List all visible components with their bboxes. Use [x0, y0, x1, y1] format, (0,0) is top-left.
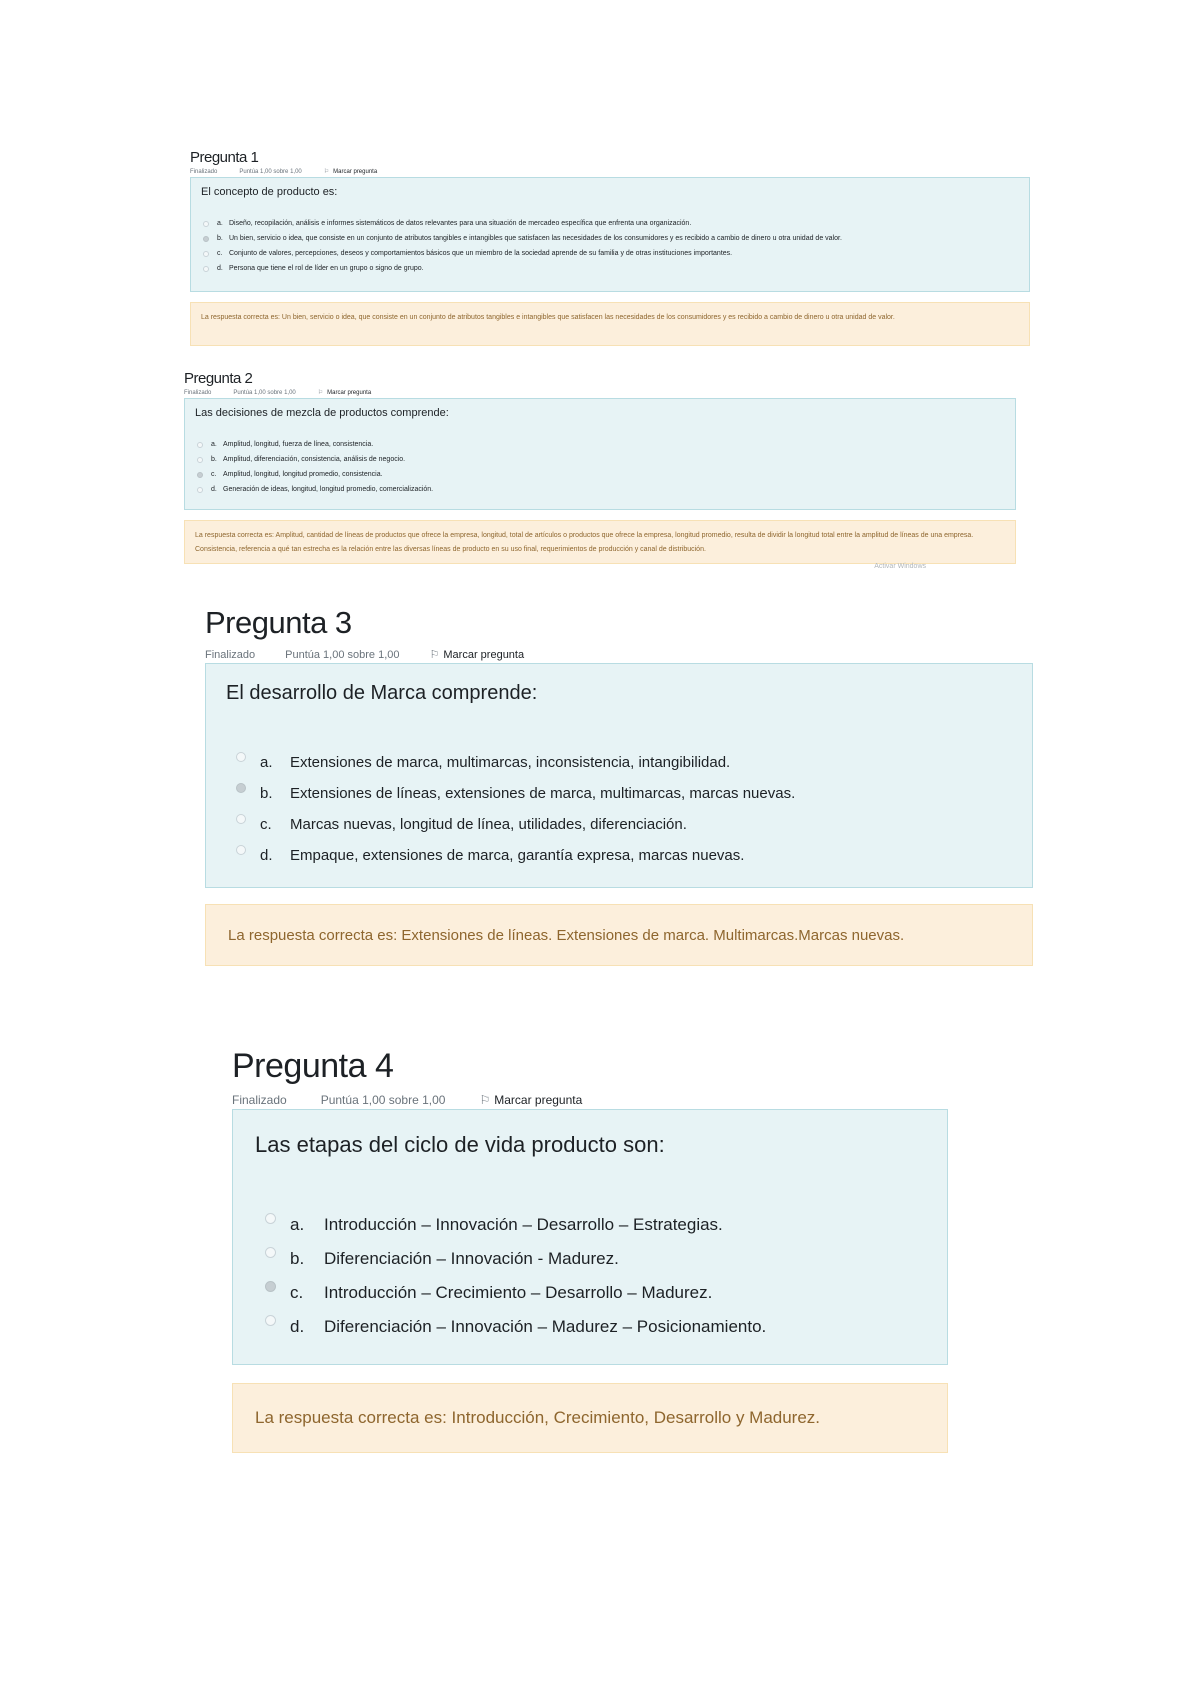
option-letter: a.: [217, 220, 223, 227]
feedback-box: La respuesta correcta es: Amplitud, cantidad de líneas de productos que ofrece la empresa, longitud, total de artículos o productos que ofrece la empresa, longitud promedio, resulta de dividir la longitud total entre la amplitud de líneas de una empresa. Consistencia, referencia a qué tan estrecha es la relación entre las diversas líneas de producto en su uso final, requerimientos de producción y canal de distribución.: [184, 520, 1016, 564]
radio-button[interactable]: [197, 442, 203, 448]
option-letter: d.: [217, 265, 223, 272]
flag-label: Marcar pregunta: [327, 389, 372, 396]
answer-option-d[interactable]: [201, 261, 1019, 276]
answer-option-d[interactable]: [255, 1310, 925, 1344]
answer-option-a[interactable]: [195, 437, 1005, 452]
flag-label: Marcar pregunta: [333, 168, 378, 175]
windows-watermark: Activar Windows: [874, 563, 926, 570]
option-text: Diseño, recopilación, análisis e informes sistemáticos de datos relevantes para una situación de mercadeo específica que enfrenta una organización.: [229, 220, 692, 227]
question-meta: [232, 1093, 948, 1107]
answer-option-c[interactable]: [226, 809, 1010, 840]
flag-question-link[interactable]: [479, 1093, 582, 1107]
option-letter: d.: [260, 847, 273, 864]
answer-option-a[interactable]: [226, 747, 1010, 778]
flag-question-link[interactable]: [324, 168, 377, 175]
answer-option-b[interactable]: [195, 452, 1005, 467]
radio-button-selected[interactable]: [265, 1281, 276, 1292]
answer-option-a[interactable]: [255, 1208, 925, 1242]
question-box: [232, 1109, 948, 1365]
radio-button[interactable]: [197, 457, 203, 463]
question-1: [190, 150, 1030, 346]
option-text: Amplitud, longitud, fuerza de línea, consistencia.: [223, 441, 374, 448]
option-text: Extensiones de marca, multimarcas, inconsistencia, intangibilidad.: [290, 754, 731, 771]
radio-button[interactable]: [236, 814, 246, 824]
question-score: Puntúa 1,00 sobre 1,00: [285, 648, 400, 661]
flag-label: Marcar pregunta: [443, 648, 525, 661]
radio-button-selected[interactable]: [203, 236, 209, 242]
radio-button[interactable]: [265, 1213, 276, 1224]
question-score: Puntúa 1,00 sobre 1,00: [320, 1093, 446, 1107]
option-letter: d.: [211, 486, 217, 493]
question-box: [190, 177, 1030, 292]
question-title: Pregunta 4: [232, 1047, 394, 1085]
option-text: Empaque, extensiones de marca, garantía expresa, marcas nuevas.: [290, 847, 745, 864]
answer-options: [201, 216, 1019, 276]
option-letter: c.: [217, 250, 223, 257]
question-meta: [184, 389, 1016, 396]
option-letter: c.: [211, 471, 217, 478]
option-text: Un bien, servicio o idea, que consiste en un conjunto de atributos tangibles e intangibles que satisfacen las necesidades de los consumidores y es recibido a cambio de dinero u otra unidad de valor.: [229, 235, 842, 242]
flag-icon: ⚐: [479, 1093, 491, 1107]
flag-icon: ⚐: [323, 169, 330, 175]
question-text: Las etapas del ciclo de vida producto son:: [255, 1132, 665, 1157]
option-text: Persona que tiene el rol de líder en un grupo o signo de grupo.: [229, 265, 424, 272]
radio-button[interactable]: [236, 752, 246, 762]
question-meta: [205, 648, 1033, 661]
option-letter: c.: [260, 816, 272, 833]
radio-button[interactable]: [197, 487, 203, 493]
option-letter: a.: [260, 754, 273, 771]
option-letter: d.: [290, 1317, 305, 1336]
flag-question-link[interactable]: [430, 648, 525, 661]
answer-option-d[interactable]: [226, 840, 1010, 871]
radio-button-selected[interactable]: [236, 783, 246, 793]
option-text: Introducción – Crecimiento – Desarrollo – Madurez.: [324, 1283, 713, 1302]
question-score: Puntúa 1,00 sobre 1,00: [239, 168, 302, 175]
option-text: Amplitud, diferenciación, consistencia, análisis de negocio.: [223, 456, 406, 463]
radio-button[interactable]: [203, 221, 209, 227]
feedback-box: La respuesta correcta es: Un bien, servicio o idea, que consiste en un conjunto de atributos tangibles e intangibles que satisfacen las necesidades de los consumidores y es recibido a cambio de dinero u otra unidad de valor.: [190, 302, 1030, 346]
option-text: Introducción – Innovación – Desarrollo – Estrategias.: [324, 1215, 723, 1234]
answer-option-c[interactable]: [195, 467, 1005, 482]
question-status: Finalizado: [232, 1093, 287, 1107]
option-text: Diferenciación – Innovación - Madurez.: [324, 1249, 619, 1268]
question-3: [205, 607, 1033, 966]
answer-options: [255, 1208, 925, 1344]
option-letter: b.: [211, 456, 217, 463]
flag-icon: ⚐: [429, 649, 440, 661]
radio-button-selected[interactable]: [197, 472, 203, 478]
question-box: [205, 663, 1033, 888]
answer-option-a[interactable]: [201, 216, 1019, 231]
option-text: Extensiones de líneas, extensiones de marca, multimarcas, marcas nuevas.: [290, 785, 796, 802]
feedback-box: La respuesta correcta es: Introducción, Crecimiento, Desarrollo y Madurez.: [232, 1383, 948, 1453]
question-score: Puntúa 1,00 sobre 1,00: [233, 389, 296, 396]
radio-button[interactable]: [265, 1315, 276, 1326]
radio-button[interactable]: [236, 845, 246, 855]
option-text: Generación de ideas, longitud, longitud promedio, comercialización.: [223, 486, 434, 493]
question-meta: [190, 168, 1030, 175]
question-title: Pregunta 3: [205, 605, 352, 640]
question-title: Pregunta 1: [190, 149, 259, 166]
option-letter: b.: [260, 785, 273, 802]
radio-button[interactable]: [265, 1247, 276, 1258]
question-title: Pregunta 2: [184, 370, 253, 387]
question-text: El desarrollo de Marca comprende:: [226, 682, 538, 704]
feedback-box: La respuesta correcta es: Extensiones de líneas. Extensiones de marca. Multimarcas.Marcas nuevas.: [205, 904, 1033, 966]
answer-option-b[interactable]: [226, 778, 1010, 809]
question-4: [232, 1049, 948, 1453]
answer-option-c[interactable]: [255, 1276, 925, 1310]
flag-question-link[interactable]: [318, 389, 371, 396]
answer-option-b[interactable]: [255, 1242, 925, 1276]
radio-button[interactable]: [203, 266, 209, 272]
question-2: [184, 370, 1016, 570]
option-letter: a.: [211, 441, 217, 448]
answer-option-b[interactable]: [201, 231, 1019, 246]
option-letter: c.: [290, 1283, 304, 1302]
option-text: Diferenciación – Innovación – Madurez – Posicionamiento.: [324, 1317, 767, 1336]
option-letter: a.: [290, 1215, 305, 1234]
flag-label: Marcar pregunta: [494, 1093, 583, 1107]
option-letter: b.: [290, 1249, 305, 1268]
question-status: Finalizado: [205, 648, 256, 661]
option-letter: b.: [217, 235, 223, 242]
answer-option-d[interactable]: [195, 482, 1005, 497]
question-text: El concepto de producto es:: [201, 186, 338, 198]
option-text: Amplitud, longitud, longitud promedio, consistencia.: [223, 471, 383, 478]
radio-button[interactable]: [203, 251, 209, 257]
answer-option-c[interactable]: [201, 246, 1019, 261]
option-text: Marcas nuevas, longitud de línea, utilidades, diferenciación.: [290, 816, 687, 833]
flag-icon: ⚐: [317, 390, 324, 396]
question-box: [184, 398, 1016, 510]
answer-options: [226, 747, 1010, 871]
answer-options: [195, 437, 1005, 497]
question-status: Finalizado: [184, 389, 212, 396]
question-text: Las decisiones de mezcla de productos comprende:: [195, 407, 449, 419]
option-text: Conjunto de valores, percepciones, deseos y comportamientos básicos que un miembro de la sociedad aprende de su familia y de otras instituciones importantes.: [229, 250, 733, 257]
question-status: Finalizado: [190, 168, 218, 175]
